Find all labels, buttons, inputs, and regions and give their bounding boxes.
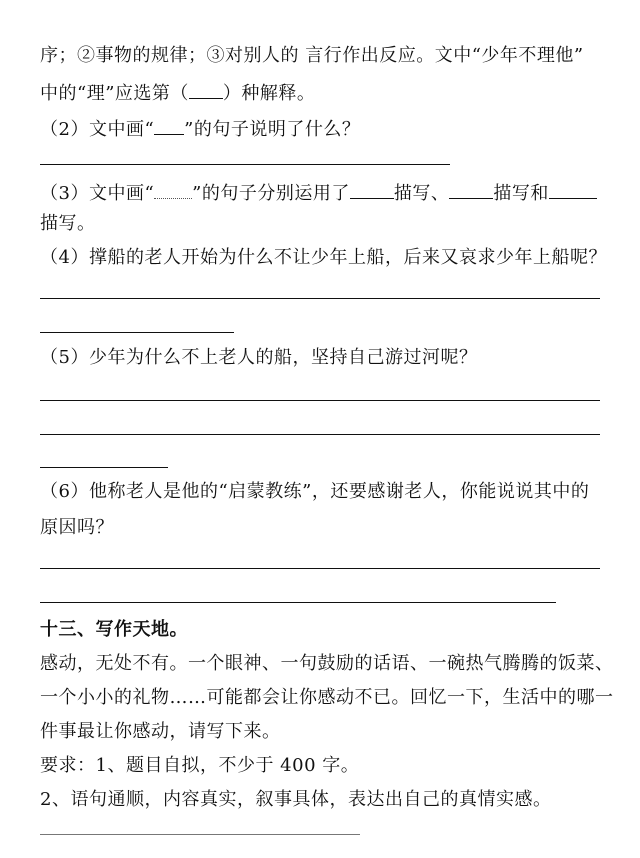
question-3-text: （3）文中画“ xyxy=(40,183,155,204)
question-2-text-end: ”的句子说明了什么？ xyxy=(184,119,361,140)
answer-blank-3c[interactable] xyxy=(549,180,597,199)
requirement-text-2: 2、语句通顺，内容真实，叙事具体，表达出自己的真情实感。 xyxy=(40,789,552,810)
answer-line-q5-1[interactable] xyxy=(40,400,600,401)
requirement-line-1 xyxy=(40,754,359,778)
question-1-line xyxy=(40,80,315,106)
prompt-text-2: 一个小小的礼物……可能都会让你感动不已。回忆一下，生活中的哪一 xyxy=(40,687,614,708)
question-1-text-end: ）种解释。 xyxy=(222,83,316,104)
requirement-text-1: 要求：1、题目自拟，不少于 400 字。 xyxy=(40,755,360,776)
answer-line-q5-2[interactable] xyxy=(40,434,600,435)
question-1-text: 中的“理”应选第（ xyxy=(40,83,189,104)
question-6-text: （6）他称老人是他的“启蒙教练”，还要感谢老人，你能说说其中的 xyxy=(40,481,590,502)
question-6-line-2 xyxy=(40,516,114,540)
answer-line-q2[interactable] xyxy=(40,164,450,165)
answer-blank-3a[interactable] xyxy=(350,180,394,199)
section-13-title xyxy=(40,618,188,642)
prompt-text-3: 件事最让你感动，请写下来。 xyxy=(40,721,281,742)
question-4-text: （4）撑船的老人开始为什么不让少年上船，后来又哀求少年上船呢？ xyxy=(40,247,607,268)
section-title-text: 十三、写作天地。 xyxy=(40,619,188,640)
underline-marker xyxy=(154,116,184,135)
question-6-text-end: 原因吗？ xyxy=(40,517,114,538)
answer-line-q6-1[interactable] xyxy=(40,568,600,569)
requirement-line-2 xyxy=(40,788,551,812)
question-3-line xyxy=(40,180,597,206)
prompt-text-1: 感动，无处不有。一个眼神、一句鼓励的话语、一碗热气腾腾的饭菜、 xyxy=(40,653,614,674)
question-3-text-desc3: 描写。 xyxy=(40,213,96,234)
question-6-line xyxy=(40,480,589,504)
question-2-text: （2）文中画“ xyxy=(40,119,155,140)
prompt-line-3 xyxy=(40,720,281,744)
answer-blank-3b[interactable] xyxy=(449,180,493,199)
answer-line-q4-2[interactable] xyxy=(40,332,234,333)
question-4-line xyxy=(40,246,607,270)
definition-text: 序；②事物的规律；③对别人的 言行作出反应。文中“少年不理他” xyxy=(40,45,584,66)
question-5-text: （5）少年为什么不上老人的船，坚持自己游过河呢？ xyxy=(40,347,478,368)
question-3-text-desc2: 描写和 xyxy=(493,183,549,204)
question-3-text-desc1: 描写、 xyxy=(393,183,450,204)
wavy-underline-marker xyxy=(154,180,192,199)
answer-blank-1[interactable] xyxy=(189,80,223,99)
prompt-line-1 xyxy=(40,652,614,676)
prompt-line-2 xyxy=(40,686,614,710)
answer-line-q4-1[interactable] xyxy=(40,298,600,299)
question-2-line xyxy=(40,116,360,142)
answer-line-q6-2[interactable] xyxy=(40,602,556,603)
question-3-line-2 xyxy=(40,212,96,236)
question-3-text-mid: ”的句子分别运用了 xyxy=(192,183,350,204)
question-5-line xyxy=(40,346,477,370)
text-line-1 xyxy=(40,44,584,68)
writing-line[interactable] xyxy=(40,834,360,835)
answer-line-q5-3[interactable] xyxy=(40,467,168,468)
